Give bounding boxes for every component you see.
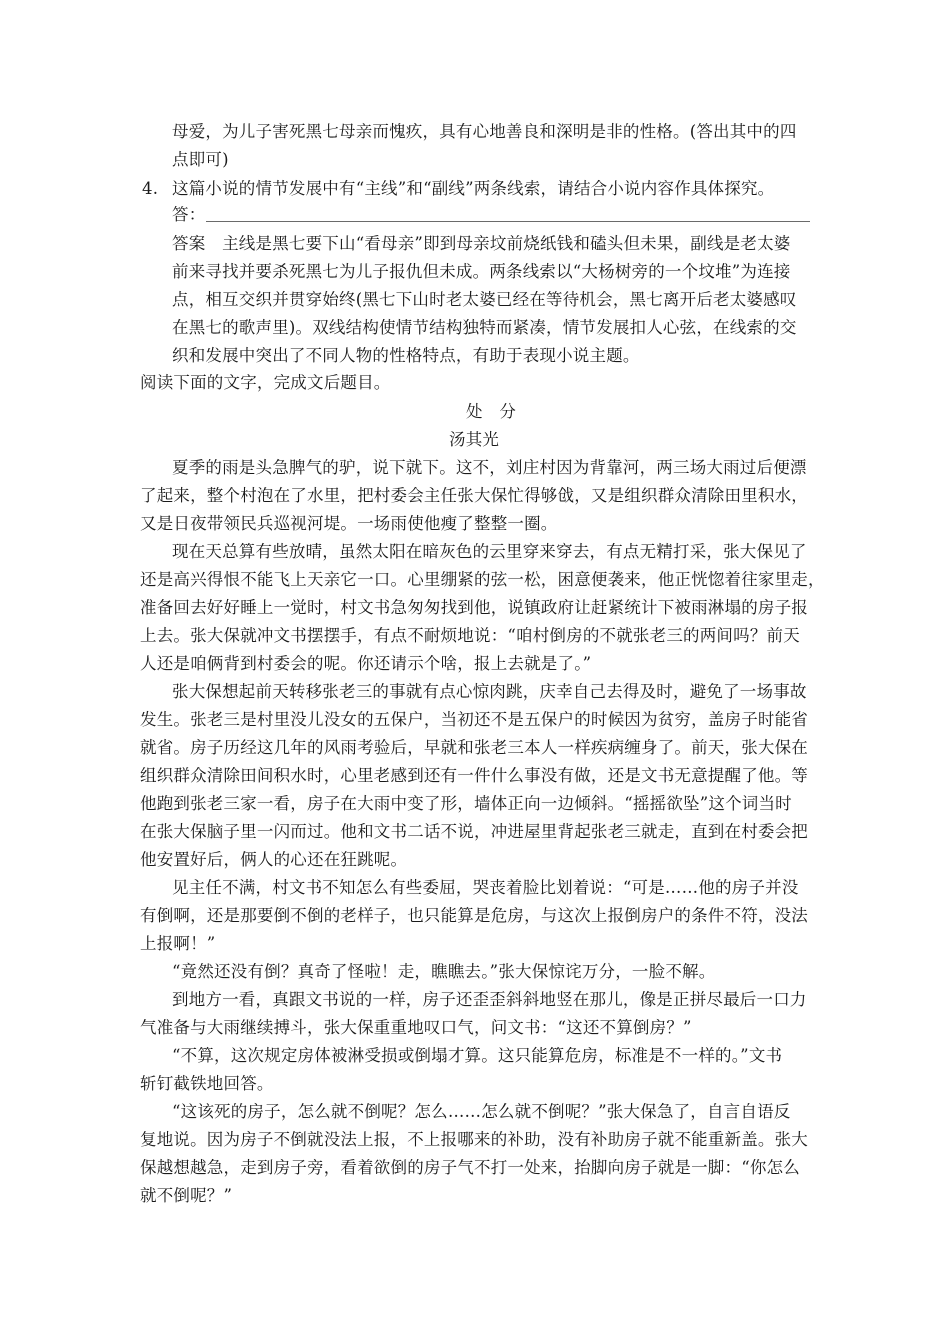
answer-line: 在黑七的歌声里)。双线结构使情节结构独特而紧凑，情节发展扣人心弦，在线索的交 bbox=[172, 318, 797, 337]
story-line: 保越想越急，走到房子旁，看着欲倒的房子气不打一处来，抬脚向房子就是一脚：“你怎么 bbox=[140, 1158, 800, 1177]
story-line: 发生。张老三是村里没儿没女的五保户，当初还不是五保户的时候因为贫穷，盖房子时能省 bbox=[140, 710, 808, 729]
answer-underline bbox=[206, 221, 810, 222]
story-line: 夏季的雨是头急脾气的驴，说下就下。这不，刘庄村因为背靠河，两三场大雨过后便漂 bbox=[172, 458, 807, 477]
story-line: 在张大保脑子里一闪而过。他和文书二话不说，冲进屋里背起张老三就走，直到在村委会把 bbox=[140, 822, 808, 841]
story-line: 上报啊！” bbox=[140, 934, 216, 953]
story-line: 他跑到张老三家一看，房子在大雨中变了形，墙体正向一边倾斜。“摇摇欲坠”这个词当时 bbox=[140, 794, 792, 813]
story-line: 又是日夜带领民兵巡视河堤。一场雨使他瘦了整整一圈。 bbox=[140, 514, 558, 533]
story-line: “这该死的房子，怎么就不倒呢？怎么……怎么就不倒呢？”张大保急了，自言自语反 bbox=[172, 1102, 791, 1121]
previous-answer-line: 点即可) bbox=[172, 150, 229, 169]
story-line: 了起来，整个村泡在了水里，把村委会主任张大保忙得够戗，又是组织群众清除田里积水， bbox=[140, 486, 808, 505]
story-line: 人还是咱俩背到村委会的呢。你还请示个啥，报上去就是了。” bbox=[140, 654, 592, 673]
story-line: “竟然还没有倒？真奇了怪啦！走，瞧瞧去。”张大保惊诧万分，一脸不解。 bbox=[172, 962, 716, 981]
question-text: 这篇小说的情节发展中有“主线”和“副线”两条线索，请结合小说内容作具体探究。 bbox=[172, 179, 775, 198]
story-line: 他安置好后，俩人的心还在狂跳呢。 bbox=[140, 850, 408, 869]
story-line: 上去。张大保就冲文书摆摆手，有点不耐烦地说：“咱村倒房的不就张老三的两间吗？前天 bbox=[140, 626, 800, 645]
previous-answer-line: 母爱，为儿子害死黑七母亲而愧疚，具有心地善良和深明是非的性格。(答出其中的四 bbox=[172, 122, 797, 141]
story-author: 汤其光 bbox=[449, 430, 500, 449]
story-line: 斩钉截铁地回答。 bbox=[140, 1074, 274, 1093]
story-line: 准备回去好好睡上一觉时，村文书急匆匆找到他，说镇政府让赶紧统计下被雨淋塌的房子报 bbox=[140, 598, 808, 617]
story-line: 复地说。因为房子不倒就没法上报，不上报哪来的补助，没有补助房子就不能重新盖。张大 bbox=[140, 1130, 808, 1149]
story-line: 到地方一看，真跟文书说的一样，房子还歪歪斜斜地竖在那儿，像是正拼尽最后一口力 bbox=[172, 990, 807, 1009]
story-line: 就不倒呢？” bbox=[140, 1186, 233, 1205]
story-line: 还是高兴得恨不能飞上天亲它一口。心里绷紧的弦一松，困意便袭来，他正恍惚着往家里走， bbox=[140, 570, 825, 589]
answer-line: 前来寻找并要杀死黑七为儿子报仇但未成。两条线索以“大杨树旁的一个坟堆”为连接 bbox=[172, 262, 791, 281]
story-line: 现在天总算有些放晴，虽然太阳在暗灰色的云里穿来穿去，有点无精打采，张大保见了 bbox=[172, 542, 807, 561]
answer-line: 点，相互交织并贯穿始终(黑七下山时老太婆已经在等待机会，黑七离开后老太婆感叹 bbox=[172, 290, 797, 309]
story-title: 处 分 bbox=[466, 402, 517, 421]
story-line: “不算，这次规定房体被淋受损或倒塌才算。这只能算危房，标准是不一样的。”文书 bbox=[172, 1046, 783, 1065]
reading-instruction: 阅读下面的文字，完成文后题目。 bbox=[140, 373, 391, 392]
story-line: 气准备与大雨继续搏斗，张大保重重地叹口气，问文书：“这还不算倒房？” bbox=[140, 1018, 692, 1037]
story-line: 组织群众清除田间积水时，心里老感到还有一件什么事没有做，还是文书无意提醒了他。等 bbox=[140, 766, 808, 785]
story-line: 见主任不满，村文书不知怎么有些委屈，哭丧着脸比划着说：“可是……他的房子并没 bbox=[172, 878, 799, 897]
question-number: 4. bbox=[142, 179, 159, 198]
story-line: 张大保想起前天转移张老三的事就有点心惊肉跳，庆幸自己去得及时，避免了一场事故 bbox=[172, 682, 807, 701]
answer-line: 织和发展中突出了不同人物的性格特点，有助于表现小说主题。 bbox=[172, 346, 640, 365]
story-line: 有倒啊，还是那要倒不倒的老样子，也只能算是危房，与这次上报倒房户的条件不符，没法 bbox=[140, 906, 808, 925]
answer-label: 答： bbox=[172, 205, 206, 224]
story-line: 就省。房子历经这几年的风雨考验后，早就和张老三本人一样疾病缠身了。前天，张大保在 bbox=[140, 738, 808, 757]
answer-line: 答案 主线是黑七要下山“看母亲”即到母亲坟前烧纸钱和磕头但未果，副线是老太婆 bbox=[172, 234, 791, 253]
